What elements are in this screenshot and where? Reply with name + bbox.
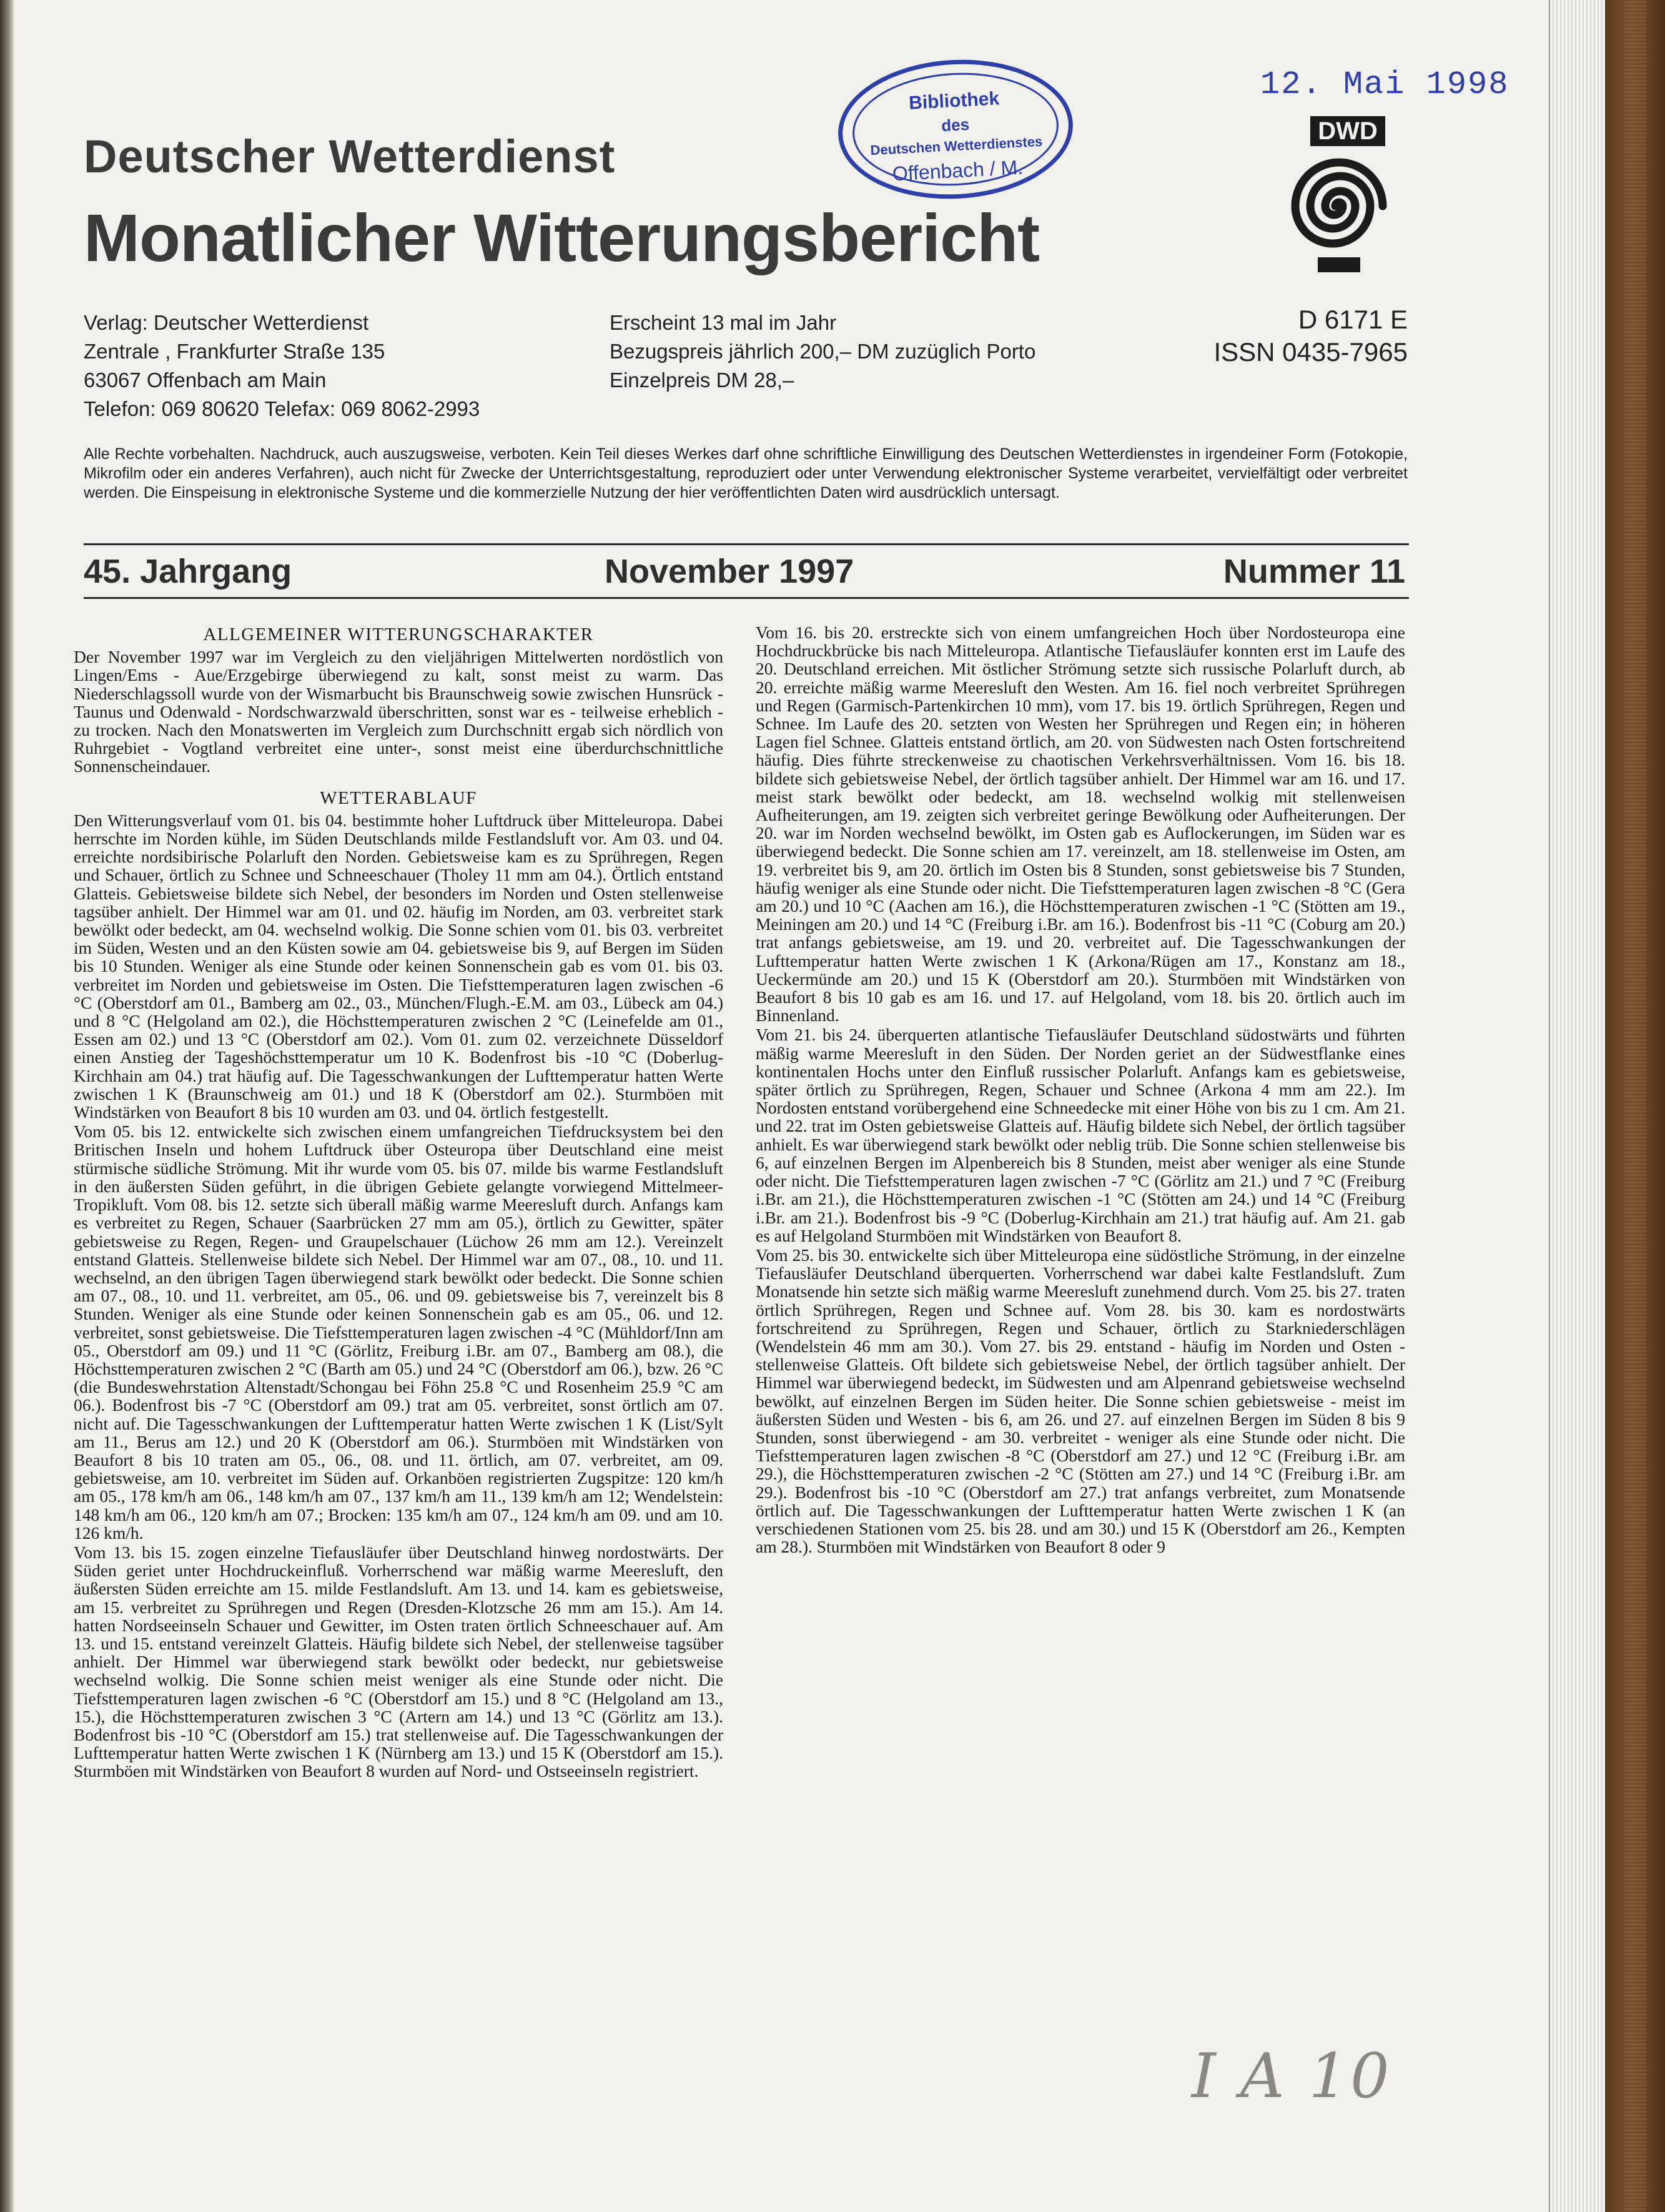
- received-date-stamp: 12. Mai 1998: [1260, 66, 1509, 103]
- publisher-contact: Telefon: 069 80620 Telefax: 069 8062-2993: [84, 397, 480, 420]
- section-paragraph: Vom 16. bis 20. erstreckte sich von einem umfangreichen Hoch über Nordosteuropa eine Hochdruckbrücke bis nach Mitteleuropa. Atlantische Tiefausläufer konnten erst im Laufe des 20. Deutschland erreichen. Mit östlicher Strömung setzte sich russische Polarluft durch, ab 20. erreichte mäßig warme Meeresluft den Westen. Am 16. fiel noch verbreitet Sprühregen und Regen (Garmisch-Partenkirchen 10 mm), vom 17. bis 19. örtlich Sprühregen, Regen und Schnee. Im Laufe des 20. setzten von Westen her Sprühregen und Regen ein; in höheren Lagen fiel Schnee. Glatteis entstand örtlich, am 20. von Südwesten nach Osten fortschreitend häufig. Dies führte streckenweise zu chaotischen Verkehrsverhältnissen. Vom 16. bis 18. bildete sich gebietsweise Nebel, der örtlich tagsüber anhielt. Der Himmel war am 16. und 17. meist stark bewölkt oder bedeckt, am 18. wechselnd wolkig mit stellenweisen Aufheiterungen, am 19. zeigten sich verbreitet geringe Bewölkung oder Aufheiterungen. Der 20. war im Norden wechselnd bewölkt, im Osten gab es Auflockerungen, im Süden war es überwiegend bedeckt. Die Sonne schien am 17. vereinzelt, am 18. stellenweise im Osten, am 19. verbreitet bis 9, am 20. örtlich im Osten bis 8 Stunden, sonst gebietsweise bis 7 Stunden, häufig weniger als eine Stunde oder nicht. Die Tiefsttemperaturen lagen zwischen -8 °C (Gera am 20.) und 10 °C (Aachen am 16.), die Höchsttemperaturen zwischen -1 °C (Stötten am 19., Meiningen am 20.) und 14 °C (Freiburg i.Br. am 16.). Bodenfrost bis -11 °C (Coburg am 20.) trat anfangs gebietsweise, am 19. und 20. verbreitet auf. Die Tagesschwankungen der Lufttemperatur hatten Werte zwischen 1 K (Arkona/Rügen am 17., Konstanz am 18., Ueckermünde am 20.) und 15 K (Oberstdorf am 20.). Sturmböen mit Windstärken von Beaufort 8 bis 10 gab es am 16. und 17. auf Helgoland, vom 18. bis 20. örtlich auch im Binnenland.: [756, 623, 1405, 1025]
- publisher-line: Zentrale , Frankfurter Straße 135: [84, 340, 385, 363]
- rights-notice: Alle Rechte vorbehalten. Nachdruck, auch auszugsweise, verboten. Kein Teil dieses Werkes darf ohne schriftliche Einwilligung des Deutschen Wetterdienstes in irgendeiner Form (Fotokopie, Mikrofilm oder ein anderes Verfahren), auch nicht für Zwecke der Unterrichtsgestaltung, reproduziert oder unter Verwendung elektronischer Systeme verarbeitet, vervielfältigt oder verbreitet werden. Die Einspeisung in elektronische Systeme und die kommerzielle Nutzung der hier veröffentlichten Daten wird ausdrücklich untersagt.: [84, 445, 1408, 501]
- issue-info-bar: [84, 550, 1409, 593]
- section-paragraph: Vom 05. bis 12. entwickelte sich zwischen einem umfangreichen Tiefdrucksystem bei den Britischen Inseln und hohem Luftdruck über Osteuropa über Deutschland eine meist stürmische südliche Strömung. Mit ihr wurde vom 05. bis 07. milde bis warme Festlandsluft in den äußersten Süden geführt, in die übrigen Gebiete gelangte vorwiegend Mittelmeer-Tropikluft. Vom 08. bis 12. setzte sich überall mäßig warme Meeresluft durch. Anfangs kam es verbreitet zu Regen, Schauer (Saarbrücken 27 mm am 05.), örtlich zu Gewitter, später gebietsweise zu Regen, Regen- und Graupelschauer (Lüchow 26 mm am 12.). Vereinzelt entstand Glatteis. Stellenweise bildete sich Nebel. Der Himmel war am 07., 08., 10. und 11. wechselnd, an den übrigen Tagen überwiegend stark bewölkt oder bedeckt. Die Sonne schien am 07., 08., 10. und 11. verbreitet, am 05., 06. und 09. gebietsweise bis 7, vereinzelt bis 8 Stunden. Weniger als eine Stunde oder keinen Sonnenschein gab es am 05., 06. und 12. verbreitet, sonst gebietsweise. Die Tiefsttemperaturen lagen zwischen -4 °C (Mühldorf/Inn am 05., Oberstdorf am 09.) und 11 °C (Görlitz, Freiburg i.Br. am 07., Bamberg am 08.), die Höchsttemperaturen zwischen 2 °C (Barth am 05.) und 24 °C (Oberstdorf am 06.), bzw. 26 °C (die Bundeswehrstation Altenstadt/Schongau bei Föhn 25.8 °C und Rosenheim 25.9 °C am 06.). Bodenfrost bis -7 °C (Oberstdorf am 09.) trat am 05. verbreitet, sonst örtlich am 07. nicht auf. Die Tagesschwankungen der Lufttemperatur hatten Werte zwischen 1 K (List/Sylt am 11., Berus am 12.) und 20 K (Oberstdorf am 06.). Sturmböen mit Windstärken von Beaufort 8 bis 10 traten am 05., 06., 08. und 11. örtlich, am 07. verbreitet, am 09. gebietsweise, am 10. verbreitet im Süden auf. Orkanböen registrierten Zugspitze: 120 km/h am 05., 178 km/h am 06., 148 km/h am 07., 137 km/h am 11., 139 km/h am 12; Wendelstein: 148 km/h am 06., 120 km/h am 07.; Brocken: 135 km/h am 07., 124 km/h am 09. und am 10. 126 km/h.: [74, 1122, 723, 1543]
- issue-month: November 1997: [605, 553, 854, 590]
- book-cover-edge: [1605, 0, 1665, 2212]
- stamp-line: des: [941, 114, 970, 136]
- stamp-line: Deutschen Wetterdienstes: [869, 133, 1043, 159]
- text-column-right: [756, 623, 1405, 2053]
- pricing-block: [610, 309, 1035, 395]
- section-paragraph: Den Witterungsverlauf vom 01. bis 04. bestimmte hoher Luftdruck über Mitteleuropa. Dabei herrschte im Norden kühle, im Süden Deutschlands milde Festlandsluft vor. Am 03. und 04. erreichte nordsibirische Polarluft den Norden. Gebietsweise kam es zu Sprühregen, Regen und Schauer, örtlich zu Schnee und Schneeschauer (Tholey 11 mm am 04.). Örtlich entstand Glatteis. Gebietsweise bildete sich Nebel, der besonders im Norden und Osten stellenweise tagsüber anhielt. Der Himmel war am 01. und 02. häufig im Norden, am 03. verbreitet stark bewölkt oder bedeckt, am 04. wechselnd wolkig. Die Sonne schien vom 01. bis 03. verbreitet im Süden, Westen und an den Küsten sowie am 04. gebietsweise bis 9, auf Bergen im Süden bis 10 Stunden. Weniger als eine Stunde oder keinen Sonnenschein gab es vom 01. bis 03. verbreitet im Norden und gebietsweise im Osten. Die Tiefsttemperaturen lagen zwischen -6 °C (Oberstdorf am 01., Bamberg am 02., 03., München/Flugh.-E.M. am 03., Lübeck am 04.) und 8 °C (Helgoland am 02.), die Höchsttemperaturen zwischen 2 °C (Leinefelde am 01., Essen am 02.) und 13 °C (Oberstdorf am 02.). Vom 01. zum 02. verzeichnete Düsseldorf einen Anstieg der Tageshöchsttemperatur um 10 K. Bodenfrost bis -10 °C (Doberlug-Kirchhain am 04.) trat häufig auf. Die Tagesschwankungen der Lufttemperatur hatten Werte zwischen 1 K (Braunschweig am 01.) und 18 K (Oberstdorf am 02.). Sturmböen mit Windstärken von Beaufort 8 bis 10 wurden am 03. und 04. örtlich festgestellt.: [74, 810, 723, 1122]
- section-heading: WETTERABLAUF: [320, 788, 477, 808]
- publication-title: Monatlicher Witterungsbericht: [84, 200, 1040, 275]
- divider: [84, 597, 1409, 599]
- text-column-left: [74, 623, 723, 2053]
- stamp-line: Offenbach / M.: [891, 156, 1024, 185]
- pencil-annotation: I A 10: [1192, 2041, 1392, 2112]
- pricing-line: Einzelpreis DM 28,–: [610, 368, 794, 392]
- section-paragraph: Vom 21. bis 24. überquerten atlantische Tiefausläufer Deutschland südostwärts und führten mäßig warme Meeresluft in den Süden. Der Norden geriet an der Südwestflanke eines kontinentalen Hochs unter den Einfluß russischer Polarluft. Anfangs kam es gebietsweise, später örtlich zu Sprühregen, Regen, Schauer und Schnee (Arkona 4 mm am 22.). Im Nordosten entstand vorübergehend eine Schneedecke mit einer Höhe von bis zu 1 cm. Am 21. und 22. trat im Osten gebietsweise Glatteis auf. Häufig bildete sich Nebel, der örtlich tagsüber anhielt. Es war überwiegend stark bewölkt oder neblig trüb. Die Sonne schien stellenweise bis 6, auf einzelnen Bergen im Alpenbereich bis 8 Stunden, meist aber weniger als eine Stunde oder nicht. Die Tiefsttemperaturen lagen zwischen -7 °C (Görlitz am 21.) und 7 °C (Freiburg i.Br. am 21.), die Höchsttemperaturen zwischen -1 °C (Stötten am 24.) und 14 °C (Freiburg i.Br. am 21.). Bodenfrost bis -9 °C (Doberlug-Kirchhain am 21.) trat häufig auf. Am 21. gab es auf Helgoland Sturmböen mit Windstärken von Beaufort 8.: [756, 1025, 1405, 1245]
- publication-code: D 6171 E: [1298, 305, 1408, 334]
- issue-number: Nummer 11: [1223, 553, 1405, 590]
- issn-number: ISSN 0435-7965: [1213, 337, 1408, 367]
- section-paragraph: Vom 13. bis 15. zogen einzelne Tiefausläufer über Deutschland hinweg nordostwärts. Der Süden geriet unter Hochdruckeinfluß. Vorherrschend war mäßig warme Meeresluft, den äußersten Süden erreichte am 15. milde Festlandsluft. Am 13. und 14. kam es gebietsweise, am 15. verbreitet zu Sprühregen und Regen (Dresden-Klotzsche 26 mm am 15.). Am 14. hatten Nordseeinseln Schauer und Gewitter, im Osten traten örtlich Schneeschauer auf. Am 13. und 15. entstand vereinzelt Glatteis. Häufig bildete sich Nebel, der stellenweise tagsüber anhielt. Der Himmel war überwiegend stark bewölkt oder bedeckt, nur gebietsweise wechselnd wolkig. Die Sonne schien meist weniger als eine Stunde oder nicht. Die Tiefsttemperaturen lagen zwischen -6 °C (Oberstdorf am 15.) und 8 °C (Helgoland am 13., 15.), die Höchsttemperaturen zwischen 3 °C (Artern am 14.) und 13 °C (Görlitz am 13.). Bodenfrost bis -10 °C (Oberstdorf am 15.) trat stellenweise auf. Die Tagesschwankungen der Lufttemperatur hatten Werte zwischen 1 K (Nürnberg am 13.) und 15 K (Oberstdorf am 15.). Sturmböen mit Windstärken von Beaufort 8 wurden auf Nord- und Ostseeinseln registriert.: [74, 1542, 723, 1781]
- stamp-line: Bibliothek: [908, 88, 1000, 114]
- section-heading: ALLGEMEINER WITTERUNGSCHARAKTER: [203, 625, 594, 644]
- publisher-line: Verlag: Deutscher Wetterdienst: [84, 311, 369, 334]
- identifier-block: [1143, 304, 1408, 368]
- divider: [84, 543, 1409, 545]
- section-paragraph: Der November 1997 war im Vergleich zu den vieljährigen Mittelwerten nordöstlich von Lingen/Ems - Aue/Erzgebirge überwiegend zu kalt, sonst meist zu warm. Das Niederschlagssoll wurde von der Wismarbucht bis Braunschweig sowie zwischen Hunsrück - Taunus und Odenwald - Nordschwarzwald überschritten, sonst war es - teilweise erheblich - zu trocken. Nach den Monatswerten im Vergleich zum Durchschnitt ergab sich nördlich von Ruhrgebiet - Vogtland verbreitet eine unter-, sonst meist eine überdurchschnittliche Sonnenscheindauer.: [74, 647, 723, 776]
- pricing-line: Erscheint 13 mal im Jahr: [610, 311, 837, 334]
- page-edges: [1549, 0, 1606, 2212]
- dwd-logo-label: DWD: [1310, 116, 1385, 146]
- volume-label: 45. Jahrgang: [84, 553, 292, 590]
- library-stamp: [834, 54, 1076, 204]
- publisher-line: 63067 Offenbach am Main: [84, 368, 327, 392]
- binding-spine: [0, 0, 14, 2212]
- pricing-line: Bezugspreis jährlich 200,– DM zuzüglich Porto: [610, 340, 1036, 363]
- publisher-block: [84, 309, 480, 423]
- section-paragraph: Vom 25. bis 30. entwickelte sich über Mitteleuropa eine südöstliche Strömung, in der einzelne Tiefausläufer Deutschland überquerten. Vorherrschend war dabei kalte Festlandsluft. Zum Monatsende hin setzte sich mäßig warme Meeresluft zunehmend durch. Vom 25. bis 27. traten örtlich Sprühregen, Regen und Schnee auf. Vom 28. bis 30. kam es nordostwärts fortschreitend zu Sprühregen, Regen und Schauer, örtlich zu Starkniederschlägen (Wendelstein 46 mm am 30.). Vom 27. bis 29. entstand - häufig im Norden und Osten - stellenweise Glatteis. Oft bildete sich gebietsweise Nebel, der örtlich tagsüber anhielt. Der Himmel war überwiegend bedeckt, im Südwesten und am Alpenrand gebietsweise wechselnd bewölkt, auf einzelnen Bergen im Süden heiter. Die Sonne schien gebietsweise - meist im äußersten Süden und Westen - bis 6, am 26. und 27. auf einzelnen Bergen im Süden 8 bis 9 Stunden, sonst überwiegend - am 30. verbreitet - weniger als eine Stunde oder nicht. Die Tiefsttemperaturen lagen zwischen -8 °C (Oberstdorf am 27.) und 12 °C (Freiburg i.Br. am 29.), die Höchsttemperaturen zwischen -2 °C (Stötten am 27.) und 14 °C (Freiburg i.Br. am 29.). Bodenfrost bis -10 °C (Oberstdorf am 27.) trat anfangs verbreitet, zum Monatsende örtlich auf. Die Tagesschwankungen der Lufttemperatur hatten Werte zwischen 1 K (an verschiedenen Stationen vom 25. bis 28. und am 30.) und 15 K (Oberstdorf am 26., Kempten am 28.). Sturmböen mit Windstärken von Beaufort 8 oder 9: [756, 1245, 1405, 1557]
- organization-name: Deutscher Wetterdienst: [84, 131, 616, 182]
